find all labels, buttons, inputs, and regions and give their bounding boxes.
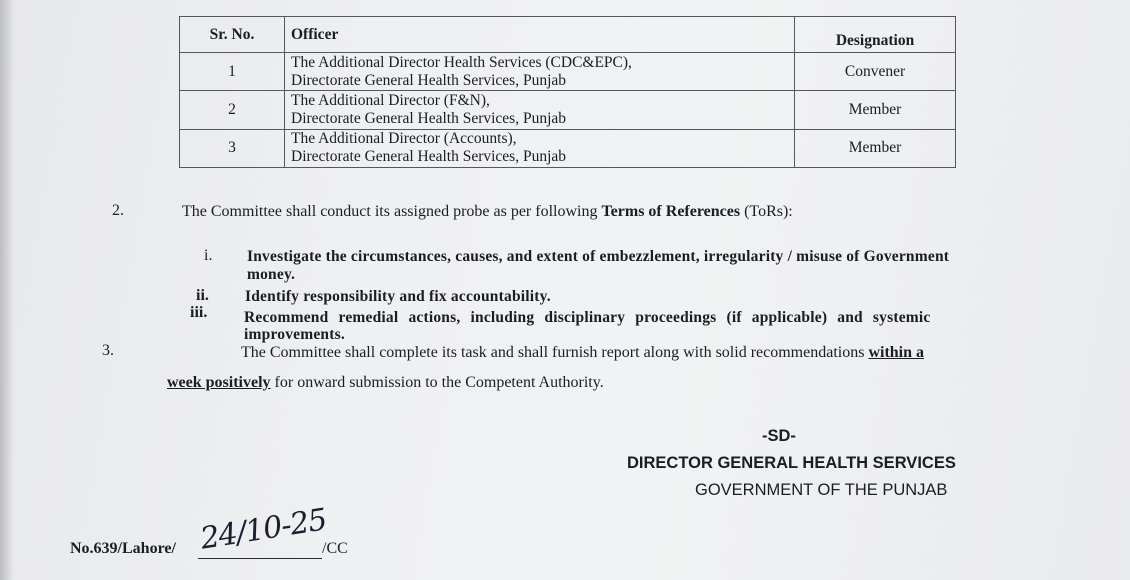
reference-suffix: /CC: [322, 540, 348, 557]
para-2-number: 2.: [112, 202, 124, 219]
para-3-text-2: for onward submission to the Competent Authority.: [270, 374, 604, 391]
officer-line: Directorate General Health Services, Punjab: [291, 110, 567, 128]
tor-2-line-1: Identify responsibility and fix accountability.: [245, 288, 551, 305]
page-edge-shadow: [0, 0, 14, 580]
officer-line: Directorate General Health Services, Punjab: [291, 71, 567, 89]
para-2-text-a: The Committee shall conduct its assigned probe as per following: [182, 203, 602, 220]
para-3-week-positively: week positively: [167, 374, 271, 391]
para-3-line-2: [167, 374, 604, 392]
row-designation: Member: [795, 129, 956, 167]
table-row: [180, 129, 956, 167]
officer-line: Directorate General Health Services, Punjab: [291, 148, 567, 166]
header-officer: Officer: [285, 17, 795, 53]
officer-line: The Additional Director (F&N),: [291, 92, 490, 110]
tor-1-line-1: Investigate the circumstances, causes, and extent of embezzlement, irregularity / misuse of Government: [247, 248, 950, 265]
committee-table: [179, 16, 956, 168]
row-designation: Member: [795, 91, 956, 129]
para-2-text: [182, 203, 793, 221]
tor-1-number: i.: [204, 247, 213, 264]
tor-3-line-2: improvements.: [244, 326, 345, 343]
row-sr-no: 3: [180, 129, 285, 167]
table-header-row: [180, 17, 956, 53]
row-designation: Convener: [795, 53, 956, 91]
reference-blank-line: [198, 558, 322, 559]
officer-line: The Additional Director Health Services (CDC&EPC),: [291, 53, 632, 71]
tor-3-number: iii.: [190, 304, 208, 321]
row-officer: [285, 129, 795, 167]
para-3-line-1: [241, 344, 924, 362]
para-2-text-c: (ToRs):: [740, 203, 793, 220]
header-designation: Designation: [795, 17, 956, 53]
signature-sd: -SD-: [762, 427, 796, 445]
signature-org: GOVERNMENT OF THE PUNJAB: [695, 481, 948, 499]
para-2-terms: Terms of References: [601, 203, 741, 220]
officer-line: The Additional Director (Accounts),: [291, 130, 517, 148]
tor-1-line-2: money.: [247, 266, 296, 283]
row-sr-no: 1: [180, 53, 285, 91]
para-3-text: The Committee shall complete its task and shall furnish report along with solid recommendations: [241, 344, 869, 361]
row-sr-no: 2: [180, 91, 285, 129]
para-3-within: within a: [868, 344, 925, 361]
para-3-number: 3.: [102, 342, 114, 359]
tor-2-number: ii.: [196, 287, 209, 304]
header-sr-no: Sr. No.: [180, 17, 285, 53]
row-officer: [285, 53, 795, 91]
reference-prefix: No.639/Lahore/: [70, 540, 176, 557]
table-row: [180, 53, 956, 91]
row-officer: [285, 91, 795, 129]
signature-title: DIRECTOR GENERAL HEALTH SERVICES: [627, 454, 956, 472]
handwritten-date: 24/10-25: [198, 502, 329, 557]
tor-3-line-1: Recommend remedial actions, including disciplinary proceedings (if applicable) and systemic: [244, 309, 931, 326]
table-row: [180, 91, 956, 129]
